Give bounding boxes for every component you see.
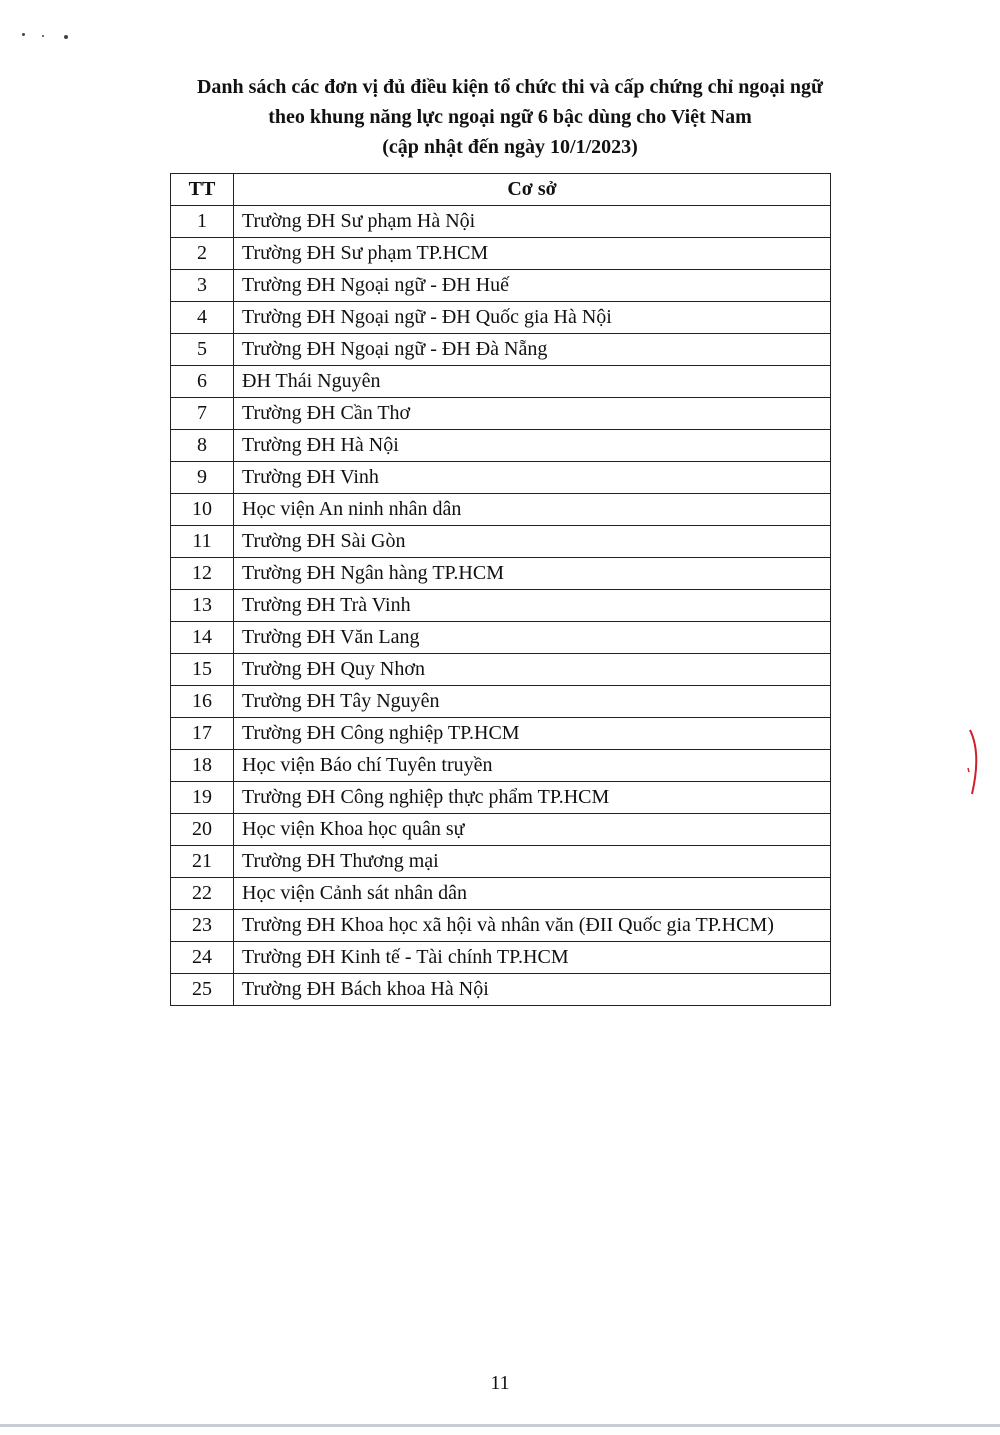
institution-name: Học viện Khoa học quân sự <box>234 814 831 846</box>
table-row <box>171 526 831 558</box>
row-number: 3 <box>171 270 234 302</box>
title-line-3: (cập nhật đến ngày 10/1/2023) <box>382 136 638 158</box>
institution-name: Trường ĐH Công nghiệp thực phẩm TP.HCM <box>234 782 831 814</box>
scan-bottom-edge <box>0 1424 1000 1427</box>
table-row <box>171 366 831 398</box>
table-row <box>171 814 831 846</box>
row-number: 7 <box>171 398 234 430</box>
row-number: 14 <box>171 622 234 654</box>
row-number: 6 <box>171 366 234 398</box>
row-number: 10 <box>171 494 234 526</box>
table-row <box>171 622 831 654</box>
table-row <box>171 654 831 686</box>
institution-name: Trường ĐH Thương mại <box>234 846 831 878</box>
row-number: 12 <box>171 558 234 590</box>
institution-name: Trường ĐH Sài Gòn <box>234 526 831 558</box>
row-number: 9 <box>171 462 234 494</box>
institution-name: Học viện Báo chí Tuyên truyền <box>234 750 831 782</box>
row-number: 5 <box>171 334 234 366</box>
institution-name: Trường ĐH Ngoại ngữ - ĐH Huế <box>234 270 831 302</box>
row-number: 13 <box>171 590 234 622</box>
row-number: 11 <box>171 526 234 558</box>
table-row <box>171 974 831 1006</box>
institution-name: Trường ĐH Công nghiệp TP.HCM <box>234 718 831 750</box>
header-tt: TT <box>171 174 234 206</box>
row-number: 22 <box>171 878 234 910</box>
row-number: 20 <box>171 814 234 846</box>
row-number: 23 <box>171 910 234 942</box>
table-row <box>171 430 831 462</box>
table-row <box>171 398 831 430</box>
table-row <box>171 686 831 718</box>
table-row <box>171 846 831 878</box>
row-number: 1 <box>171 206 234 238</box>
institution-name: Trường ĐH Ngoại ngữ - ĐH Đà Nẵng <box>234 334 831 366</box>
institution-name: Trường ĐH Ngoại ngữ - ĐH Quốc gia Hà Nội <box>234 302 831 334</box>
row-number: 25 <box>171 974 234 1006</box>
row-number: 24 <box>171 942 234 974</box>
institution-name: Trường ĐH Bách khoa Hà Nội <box>234 974 831 1006</box>
table-row <box>171 462 831 494</box>
header-name: Cơ sở <box>234 174 831 206</box>
institution-name: Trường ĐH Sư phạm Hà Nội <box>234 206 831 238</box>
institution-name: Trường ĐH Tây Nguyên <box>234 686 831 718</box>
row-number: 21 <box>171 846 234 878</box>
row-number: 17 <box>171 718 234 750</box>
red-pen-mark <box>962 728 982 798</box>
table-row <box>171 302 831 334</box>
institution-name: Trường ĐH Ngân hàng TP.HCM <box>234 558 831 590</box>
row-number: 8 <box>171 430 234 462</box>
table-header-row <box>171 174 831 206</box>
institution-name: Trường ĐH Sư phạm TP.HCM <box>234 238 831 270</box>
institution-name: Trường ĐH Khoa học xã hội và nhân văn (ĐII Quốc gia TP.HCM) <box>234 910 831 942</box>
row-number: 18 <box>171 750 234 782</box>
institution-name: Trường ĐH Văn Lang <box>234 622 831 654</box>
title-line-1: Danh sách các đơn vị đủ điều kiện tổ chức thi và cấp chứng chỉ ngoại ngữ <box>196 76 824 98</box>
table-row <box>171 238 831 270</box>
row-number: 19 <box>171 782 234 814</box>
scan-artifact-dots <box>22 30 82 42</box>
table-row <box>171 718 831 750</box>
institution-name: Trường ĐH Quy Nhơn <box>234 654 831 686</box>
table-row <box>171 206 831 238</box>
page-number: 11 <box>490 1372 510 1394</box>
title-line-2: theo khung năng lực ngoại ngữ 6 bậc dùng cho Việt Nam <box>268 106 752 128</box>
row-number: 16 <box>171 686 234 718</box>
row-number: 2 <box>171 238 234 270</box>
institution-name: Trường ĐH Kinh tế - Tài chính TP.HCM <box>234 942 831 974</box>
table-row <box>171 494 831 526</box>
table-row <box>171 334 831 366</box>
table-row <box>171 270 831 302</box>
institution-name: Trường ĐH Cần Thơ <box>234 398 831 430</box>
row-number: 15 <box>171 654 234 686</box>
document-title <box>0 72 1000 162</box>
table-row <box>171 750 831 782</box>
table-row <box>171 558 831 590</box>
table-row <box>171 878 831 910</box>
table-body <box>171 206 831 1006</box>
table-row <box>171 942 831 974</box>
table-row <box>171 782 831 814</box>
institution-name: Học viện Cảnh sát nhân dân <box>234 878 831 910</box>
table-row <box>171 910 831 942</box>
institution-name: Trường ĐH Hà Nội <box>234 430 831 462</box>
units-table <box>170 173 831 1006</box>
institution-name: Trường ĐH Trà Vinh <box>234 590 831 622</box>
institution-name: Trường ĐH Vinh <box>234 462 831 494</box>
institution-name: ĐH Thái Nguyên <box>234 366 831 398</box>
row-number: 4 <box>171 302 234 334</box>
table-row <box>171 590 831 622</box>
institution-name: Học viện An ninh nhân dân <box>234 494 831 526</box>
